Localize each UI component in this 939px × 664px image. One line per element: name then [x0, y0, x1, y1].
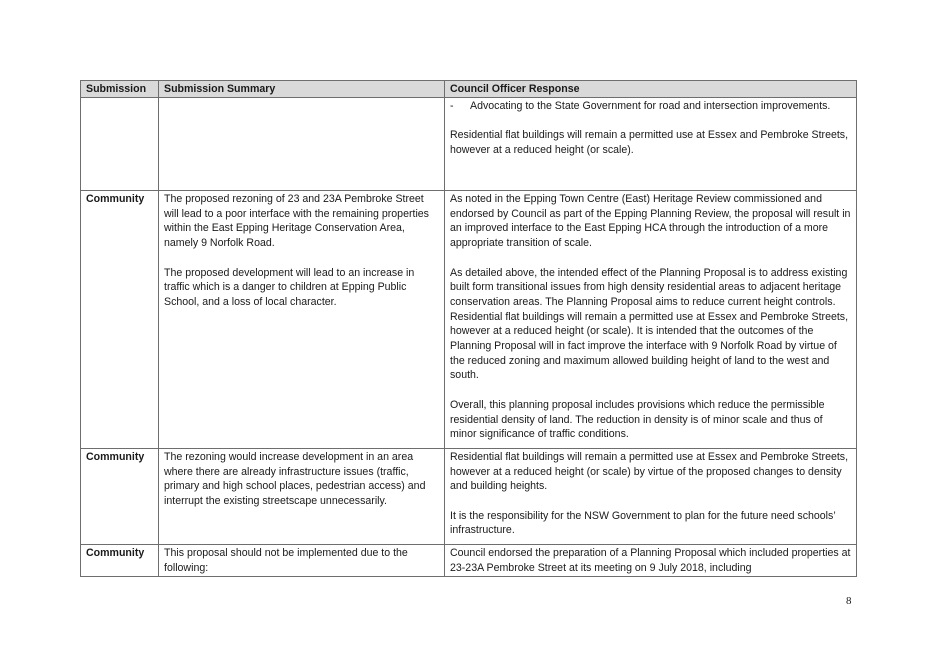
response-cell: [445, 98, 857, 191]
summary-cell: [159, 545, 445, 576]
response-dash-text: Advocating to the State Government for road and intersection improvements.: [470, 100, 831, 112]
summary-paragraph: The rezoning would increase development in an area where there are already infrastructure issues (traffic, primary and high school places, pedestrian access) and interrupt the existing streetscape unnecessarily.: [164, 450, 426, 508]
submission-cell: [81, 98, 159, 191]
table-header-row: [81, 81, 857, 98]
table-row: [81, 545, 857, 576]
table-row: [81, 98, 857, 191]
response-paragraph: Residential flat buildings will remain a permitted use at Essex and Pembroke Streets, however at a reduced height (or scale).: [450, 129, 849, 157]
response-paragraph: As noted in the Epping Town Centre (East) Heritage Review commissioned and endorsed by Council as part of the Epping Planning Review, the proposal will result in an improved interface to the East Epping HCA through the introduction of a more appropriate transition of scale.: [450, 193, 851, 250]
summary-cell: [159, 191, 445, 449]
page-number: 8: [846, 595, 852, 607]
table-row: [81, 448, 857, 544]
response-paragraph: Council endorsed the preparation of a Planning Proposal which included properties at 23-23A Pembroke Street at its meeting on 9 July 2018, including: [450, 547, 851, 574]
response-paragraph: As detailed above, the intended effect of the Planning Proposal is to address existing built form transitional issues from high density residential areas to adjacent heritage conservation areas. The Planning Proposal aims to reduce current height controls. Residential flat buildings will remain a permitted use at Essex and Pembroke Streets, however at a reduced height (or scale). It is intended that the outcomes of the Planning Proposal will in fact improve the interface with 9 Norfolk Road by virtue of the reduced zoning and maximum allowed building height of land to the west and south.: [450, 266, 849, 382]
response-cell: [445, 545, 857, 576]
submission-cell: Community: [81, 545, 159, 576]
response-cell: [445, 448, 857, 544]
submissions-table-container: [80, 80, 856, 577]
response-paragraph: Overall, this planning proposal includes provisions which reduce the permissible residential density of land. The reduction in density is of minor scale and thus of minor significance of traffic conditions.: [450, 398, 825, 441]
summary-paragraph: This proposal should not be implemented due to the following:: [164, 547, 408, 574]
response-paragraph: It is the responsibility for the NSW Government to plan for the future need schools’ infrastructure.: [450, 509, 836, 537]
header-submission-summary: Submission Summary: [159, 81, 445, 98]
response-dash-item: [450, 99, 851, 114]
submission-cell: Community: [81, 448, 159, 544]
dash-marker: -: [450, 100, 454, 112]
header-council-officer-response: Council Officer Response: [445, 81, 857, 98]
header-submission: Submission: [81, 81, 159, 98]
summary-cell: [159, 448, 445, 544]
table-row: [81, 191, 857, 449]
response-paragraph: Residential flat buildings will remain a permitted use at Essex and Pembroke Streets, however at a reduced height (or scale) by virtue of the proposed changes to density and building heights.: [450, 450, 849, 493]
summary-cell: [159, 98, 445, 191]
submission-cell: Community: [81, 191, 159, 449]
submissions-table: [80, 80, 857, 577]
summary-paragraph: The proposed rezoning of 23 and 23A Pembroke Street will lead to a poor interface with the remaining properties within the East Epping Heritage Conservation Area, namely 9 Norfolk Road.: [164, 193, 429, 250]
summary-paragraph: The proposed development will lead to an increase in traffic which is a danger to children at Epping Public School, and a loss of local character.: [164, 266, 415, 308]
response-cell: [445, 191, 857, 449]
